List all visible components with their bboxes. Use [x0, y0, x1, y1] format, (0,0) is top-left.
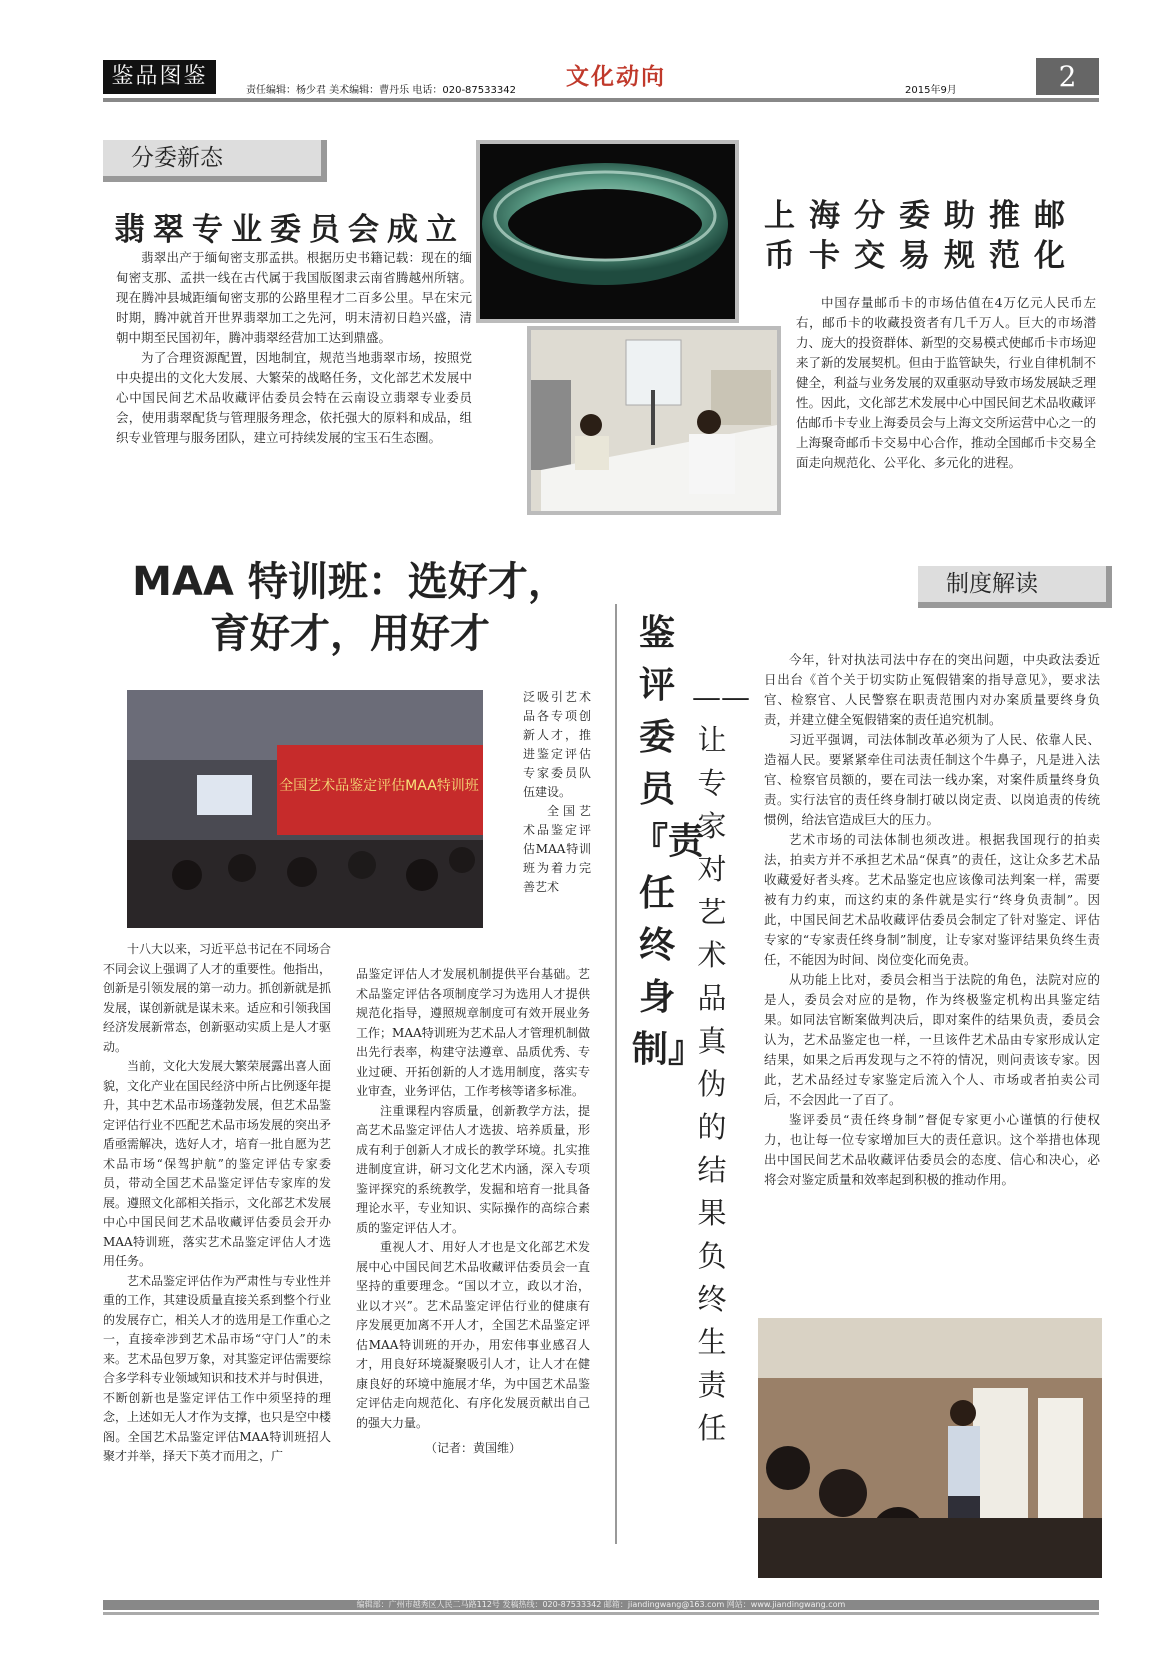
policy-paragraph: 习近平强调，司法体制改革必须为了人民、依靠人民、造福人民。要紧紧牵住司法责任制这个牛鼻子，凡是进入法官、检察官员额的，要在司法一线办案，对案件质量终身负责。实行法官的责任终身制打破以岗定责、以岗追责的传统惯例，给法官造成巨大的压力。 [764, 732, 1100, 827]
lecture-photo [758, 1318, 1102, 1578]
section-tag-policy: 制度解读 [918, 566, 1112, 608]
stamp-paragraph: 中国存量邮币卡的市场估值在4万亿元人民币左右，邮币卡的收藏投资者有几千万人。巨大的市场潜力、庞大的投资群体、新型的交易模式使邮币卡市场迎来了新的发展契机。但由于监管缺失，行业自律机制不健全，利益与业务发展的双重驱动导致市场发展缺乏理性。因此，文化部艺术发展中心中国民间艺术品收藏评估邮币卡专业上海委员会与上海文交所运营中心之一的上海聚奇邮币卡交易中心合作，推动全国邮币卡交易全面走向规范化、公平化、多元化的进程。 [796, 295, 1097, 470]
office-meeting-photo [527, 326, 781, 515]
classroom-scene [127, 690, 483, 928]
policy-vertical-headline: 鉴评委员『责任终身制』 [632, 613, 705, 1070]
painting-scroll [973, 1388, 1028, 1538]
jade-headline: 翡翠专业委员会成立 [114, 212, 465, 248]
jade-bangle-photo [476, 140, 739, 323]
classroom-photo [127, 690, 483, 928]
maa-headline-line2: 育好才，用好才 [210, 611, 490, 657]
maa-headline [110, 556, 590, 660]
projection-screen [197, 775, 252, 815]
policy-paragraph: 鉴评委员“责任终身制”督促专家更小心谨慎的行使权力，也让每一位专家增加巨大的责任意识。这个举措也体现出中国民间艺术品收藏评估委员会的态度、信心和决心，必将会对鉴定质量和效率起到积极的推动作用。 [764, 1112, 1100, 1187]
column-divider [615, 604, 617, 1544]
maa-paragraph: 品鉴定评估人才发展机制提供平台基础。艺术品鉴定评估各项制度学习为选用人才提供规范化指导，遵照规章制度可有效开展业务工作；MAA特训班为艺术品人才管理机制做出先行表率，构建守法遵章、品质优秀、专业过硬、开拓创新的人才选用制度，落实专业审查，业务评估，工作考核等诸多标准。 [356, 967, 590, 1098]
jade-article [116, 248, 472, 448]
lecture-scene [758, 1318, 1102, 1578]
maa-headline-line1: MAA 特训班：选好才， [132, 559, 568, 605]
banner-text: 全国艺术品鉴定评估MAA特训班 [279, 778, 479, 794]
stamp-article [796, 293, 1096, 473]
maa-paragraph: 当前，文化大发展大繁荣展露出喜人面貌，文化产业在国民经济中所占比例逐年提升，其中艺术品市场蓬勃发展，但艺术品鉴定评估行业不匹配艺术品市场发展的突出矛盾亟需解决，选好人才，培育一批自愿为艺术品市场“保驾护航”的鉴定评估专家委员，带动全国艺术品鉴定评估专家库的发展。遵照文化部相关指示，文化部艺术发展中心中国民间艺术品收藏评估委员会开办MAA特训班，落实艺术品鉴定评估人才选用任务。 [103, 1059, 332, 1268]
editor-credits: 责任编辑：杨少君 美术编辑：曹丹乐 电话：020-87533342 [246, 85, 516, 96]
jade-bangle-illustration [480, 144, 735, 319]
section-tag-committee: 分委新态 [103, 140, 327, 182]
maa-sidebar-text [523, 688, 591, 897]
speaker [948, 1426, 980, 1496]
jade-paragraph: 翡翠出产于缅甸密支那孟拱。根据历史书籍记载：现在的缅甸密支那、孟拱一线在古代属于我国版图隶云南省腾越州所辖。现在腾冲县城距缅甸密支那的公路里程才二百多公里。早在宋元时期，腾冲就首开世界翡翠加工之先河，明末清初日趋兴盛，清朝中期至民国初年，腾冲翡翠经营加工达到鼎盛。 [116, 250, 472, 345]
painting-scroll [1038, 1398, 1083, 1538]
policy-paragraph: 从功能上比对，委员会相当于法院的角色，法院对应的是人，委员会对应的是物，作为终极鉴定机构出具鉴定结果。如同法官断案做判决后，即对案件的结果负责，委员会认为，艺术品鉴定也一样，一旦该件艺术品由专家形成认定结果，如果之后再发现与之不符的情况，则问责该专家。因此，艺术品经过专家鉴定后流入个人、市场或者拍卖公司后，不会因此一了百了。 [764, 972, 1100, 1107]
policy-paragraph: 今年，针对执法司法中存在的突出问题，中央政法委近日出台《首个关于切实防止冤假错案的指导意见》，要求法官、检察官、人民警察在职责范围内对办案质量要终身负责，并建立健全冤假错案的责任追究机制。 [764, 652, 1100, 727]
issue-date: 2015年9月 [905, 85, 957, 96]
jade-paragraph: 为了合理资源配置，因地制宜，规范当地翡翠市场，按照党中央提出的文化大发展、大繁荣的战略任务，文化部艺术发展中心中国民间艺术品收藏评估委员会特在云南设立翡翠专业委员会，使用翡翠配货与管理服务理念，依托强大的原料和成品，组织专业管理与服务团队，建立可持续发展的宝玉石生态圈。 [116, 350, 472, 445]
bangle-ring [495, 176, 715, 272]
stamp-headline: 上海分委助推邮币卡交易规范化 [764, 198, 1079, 274]
footer-contact: 编辑部：广州市越秀区人民二马路112号 发稿热线：020-87533342 邮箱：jiandingwang@163.com 网站：www.jiandingwang.com [103, 1600, 1099, 1610]
office-scene [531, 330, 777, 511]
maa-column-1 [103, 940, 331, 1467]
maa-side-para: 泛吸引艺术品各专项创新人才，推进鉴定评估专家委员队伍建设。 [523, 690, 591, 799]
policy-vertical-subheadline: ——让专家对艺术品真伪的结果负终生责任 [692, 680, 750, 1445]
maa-paragraph: 注重课程内容质量，创新教学方法，提高艺术品鉴定评估人才选拔、培养质量，形成有利于创新人才成长的教学环境。扎实推进制度宣讲，研习文化艺术内涵，深入专项鉴评探究的系统教学，发掘和培育一批具备理论水平，专业知识、实际操作的高综合素质的鉴定评估人才。 [356, 1103, 590, 1235]
maa-column-2 [356, 965, 590, 1459]
maa-byline: （记者：黄国维） [424, 1441, 521, 1455]
maa-paragraph: 重视人才、用好人才也是文化部艺术发展中心中国民间艺术品收藏评估委员会一直坚持的重要理念。“国以才立，政以才治，业以才兴”。艺术品鉴定评估行业的健康有序发展更加离不开人才，全国艺术品鉴定评估MAA特训班的开办，用宏伟事业感召人才，用良好环境凝聚吸引人才，让人才在健康良好的环境中施展才华，为中国艺术品鉴定评估走向规范化、有序化发展贡献出自己的强大力量。 [356, 1240, 590, 1430]
policy-article [764, 650, 1100, 1190]
section-title: 文化动向 [566, 64, 666, 90]
masthead-logo: 鉴品图鉴 [103, 60, 216, 94]
footer-rule [103, 1612, 1099, 1615]
header-rule [103, 98, 1099, 102]
maa-side-para: 全国艺术品鉴定评估MAA特训班为着力完善艺术 [523, 804, 591, 894]
maa-paragraph: 艺术品鉴定评估作为严肃性与专业性并重的工作，其建设质量直接关系到整个行业的发展存亡，相关人才的选用是工作重心之一，直接牵涉到艺术品市场“守门人”的未来。艺术品包罗万象，对其鉴定评估需要综合多学科专业领域知识和技术并与时俱进，不断创新也是鉴定评估工作中须坚持的理念，上述如无人才作为支撑，也只是空中楼阁。全国艺术品鉴定评估MAA特训班招人聚才并举，择天下英才而用之，广 [103, 1273, 332, 1463]
policy-paragraph: 艺术市场的司法体制也须改进。根据我国现行的拍卖法，拍卖方并不承担艺术品“保真”的责任，这让众多艺术品收藏爱好者头疼。艺术品鉴定也应该像司法判案一样，需要被有力约束，而这约束的条件就是实行“终身负责制”。因此，中国民间艺术品收藏评估委员会制定了针对鉴定、评估专家的“专家责任终身制”制度，让专家对鉴评结果负终生责任，不能因为时间、岗位变化而免责。 [764, 832, 1100, 967]
page-number: 2 [1036, 58, 1099, 95]
maa-paragraph: 十八大以来，习近平总书记在不同场合不同会议上强调了人才的重要性。他指出，创新是引领发展的第一动力。抓创新就是抓发展，谋创新就是谋未来。适应和引领我国经济发展新常态，创新驱动实质上是人才驱动。 [103, 942, 332, 1054]
